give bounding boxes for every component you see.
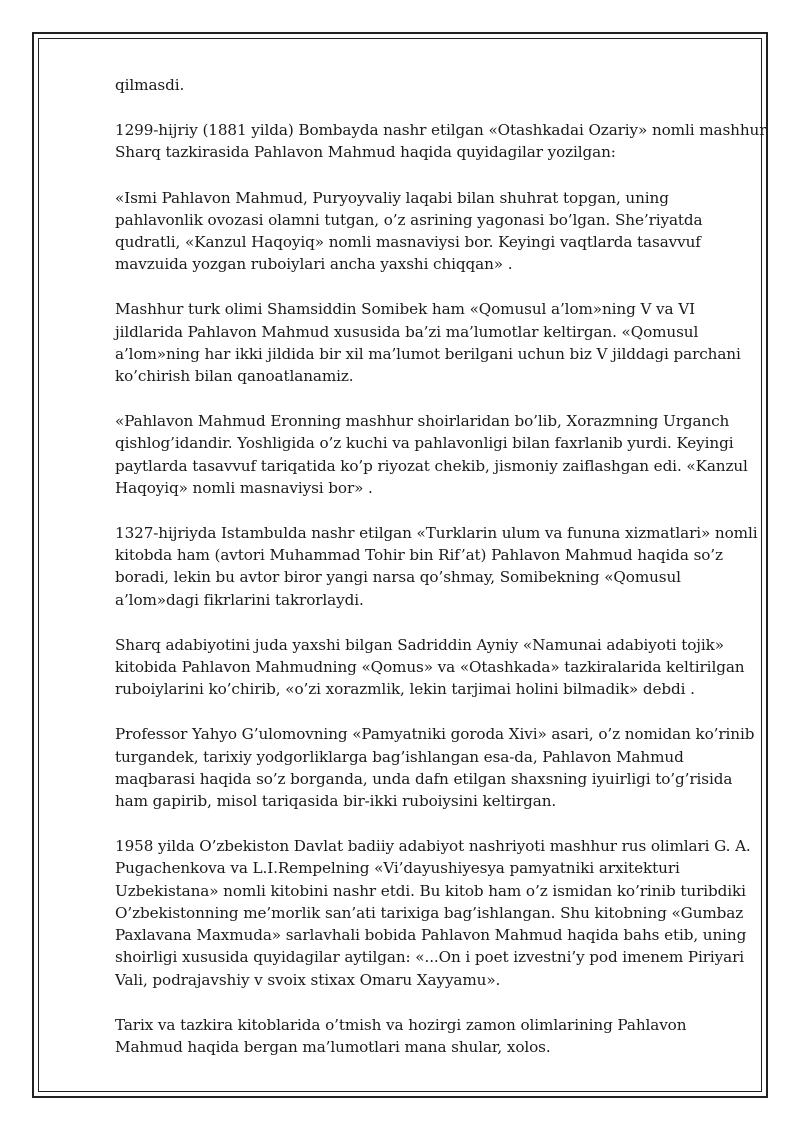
- text-line: boradi, lekin bu avtor biror yangi narsa qo’shmay, Somibekning «Qomusul: [115, 568, 681, 587]
- text-line: ham gapirib, misol tariqasida bir-ikki ruboiysini keltirgan.: [115, 792, 557, 811]
- paragraph: [115, 74, 745, 96]
- paragraph: [115, 1014, 745, 1058]
- text-line: kitobida Pahlavon Mahmudning «Qomus» va «Otashkada» tazkiralarida keltirilgan: [115, 658, 745, 677]
- paragraph: [115, 298, 745, 387]
- text-line: qishlog’idandir. Yoshligida o’z kuchi va pahlavonligi bilan faxrlanib yurdi. Keyingi: [115, 434, 734, 453]
- text-line: a’lom»dagi fikrlarini takrorlaydi.: [115, 590, 364, 609]
- text-line: paytlarda tasavvuf tariqatida ko’p riyozat chekib, jismoniy zaiflashgan edi. «Kanzul: [115, 456, 748, 475]
- text-line: Sharq adabiyotini juda yaxshi bilgan Sadriddin Ayniy «Namunai adabiyoti tojik»: [115, 635, 724, 654]
- paragraph: [115, 634, 745, 701]
- text-line: ko’chirish bilan qanoatlanamiz.: [115, 367, 354, 386]
- text-line: Sharq tazkirasida Pahlavon Mahmud haqida quyidagilar yozilgan:: [115, 143, 616, 162]
- text-line: Pugachenkova va L.I.Rempelning «Vi’dayushiyesya pamyatniki arxitekturi: [115, 859, 680, 878]
- text-line: maqbarasi haqida so’z borganda, unda dafn etilgan shaxsning iyuirligi to’g’risida: [115, 769, 733, 788]
- paragraph: [115, 410, 748, 499]
- text-line: turgandek, tarixiy yodgorliklarga bag’ishlangan esa-da, Pahlavon Mahmud: [115, 747, 684, 766]
- text-line: Haqoyiq» nomli masnaviysi bor» .: [115, 478, 373, 497]
- text-line: 1958 yilda O’zbekiston Davlat badiiy adabiyot nashriyoti mashhur rus olimlari G. A.: [115, 837, 751, 856]
- text-line: Mashhur turk olimi Shamsiddin Somibek ham «Qomusul a’lom»ning V va VI: [115, 300, 695, 319]
- text-line: Paxlavana Maxmuda» sarlavhali bobida Pahlavon Mahmud haqida bahs etib, uning: [115, 926, 747, 945]
- paragraph: [115, 723, 755, 812]
- text-line: qudratli, «Kanzul Haqoyiq» nomli masnaviysi bor. Keyingi vaqtlarda tasavvuf: [115, 233, 701, 252]
- paragraph: [115, 119, 767, 163]
- text-line: «Pahlavon Mahmud Eronning mashhur shoirlaridan bo’lib, Xorazmning Urganch: [115, 412, 730, 431]
- text-line: qilmasdi.: [115, 76, 185, 94]
- text-line: Tarix va tazkira kitoblarida o’tmish va hozirgi zamon olimlarining Pahlavon: [115, 1015, 687, 1034]
- text-line: «Ismi Pahlavon Mahmud, Puryoyvaliy laqabi bilan shuhrat topgan, uning: [115, 188, 669, 207]
- text-line: Vali, podrajavshiy v svoix stixax Omaru Xayyamu».: [115, 970, 501, 989]
- text-line: jildlarida Pahlavon Mahmud xususida ba’zi ma’lumotlar keltirgan. «Qomusul: [115, 322, 699, 341]
- text-line: O’zbekistonning me’morlik san’ati tarixiga bag’ishlangan. Shu kitobning «Gumbaz: [115, 903, 744, 922]
- text-line: 1327-hijriyda Istambulda nashr etilgan «Turklarin ulum va fununa xizmatlari» nomli: [115, 524, 758, 543]
- text-line: Uzbekistana» nomli kitobini nashr etdi. Bu kitob ham o’z ismidan ko’rinib turibdiki: [115, 881, 746, 900]
- paragraph: [115, 522, 758, 611]
- text-line: Professor Yahyo G’ulomovning «Pamyatniki goroda Xivi» asari, o’z nomidan ko’rinib: [115, 725, 755, 744]
- paragraph: [115, 835, 751, 990]
- text-line: Mahmud haqida bergan ma’lumotlari mana shular, xolos.: [115, 1037, 551, 1056]
- text-line: mavzuida yozgan ruboiylari ancha yaxshi chiqqan» .: [115, 255, 513, 274]
- text-line: 1299-hijriy (1881 yilda) Bombayda nashr etilgan «Otashkadai Ozariy» nomli mashhur: [115, 121, 767, 140]
- text-line: ruboiylarini ko’chirib, «o’zi xorazmlik, lekin tarjimai holini bilmadik» debdi .: [115, 680, 695, 699]
- text-line: kitobda ham (avtori Muhammad Tohir bin Rif’at) Pahlavon Mahmud haqida so’z: [115, 546, 723, 565]
- paragraph: [115, 187, 745, 276]
- document-body: [115, 74, 767, 1081]
- text-line: a’lom»ning har ikki jildida bir xil ma’lumot berilgani uchun biz V jilddagi parchani: [115, 344, 741, 363]
- text-line: shoirligi xususida quyidagilar aytilgan: «...On i poet izvestni’y pod imenem Piriyari: [115, 948, 744, 967]
- text-line: pahlavonlik ovozasi olamni tutgan, o’z asrining yagonasi bo’lgan. She’riyatda: [115, 210, 703, 229]
